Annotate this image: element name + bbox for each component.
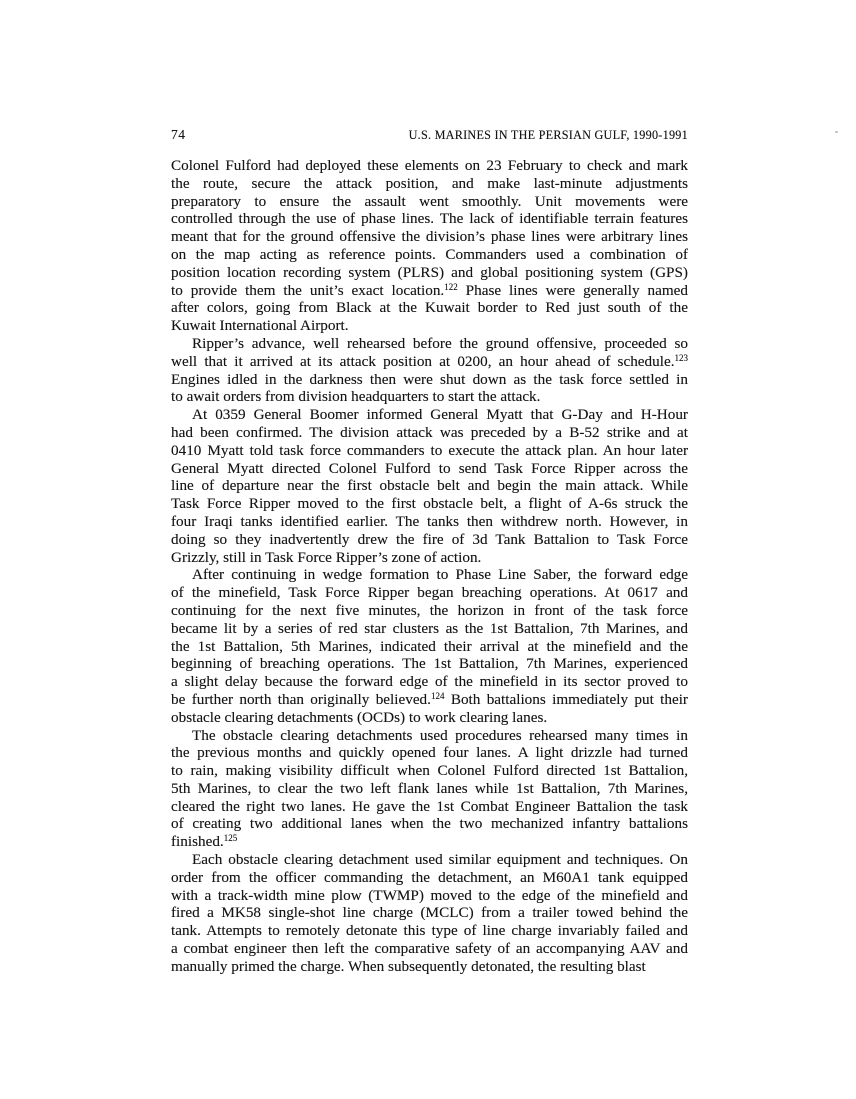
running-title: U.S. MARINES IN THE PERSIAN GULF, 1990-1991 [408, 128, 688, 142]
text-line: obstacle clearing detachments (OCDs) to work clearing lanes. [171, 708, 548, 726]
text-line: a combat engineer then left the comparative safety of an accompanying AAV and [171, 940, 688, 958]
footnote-ref: 122 [444, 281, 458, 292]
text-line: cleared the right two lanes. He gave the 1st Combat Engineer Battalion the task [171, 797, 688, 815]
text-line: Colonel Fulford had deployed these elements on 23 February to check and mark [171, 157, 688, 174]
text-line: Each obstacle clearing detachment used similar equipment and techniques. On [192, 851, 688, 869]
text-line: the 1st Battalion, 5th Marines, indicated their arrival at the minefield and the [171, 637, 688, 655]
text-line: to provide them the unit’s exact location.$^{122}$ Phase lines were generally named [171, 281, 689, 299]
text-line: of the minefield, Task Force Ripper began breaching operations. At 0617 and [171, 584, 688, 602]
text-line: beginning of breaching operations. The 1st Battalion, 7th Marines, experienced [171, 655, 688, 673]
body-text [171, 157, 688, 976]
text-line: manually primed the charge. When subsequently detonated, the resulting blast [171, 957, 646, 975]
text-line: became lit by a series of red star clusters as the 1st Battalion, 7th Marines, and [171, 619, 688, 637]
footnote-ref: 125 [223, 833, 238, 844]
text-line: Grizzly, still in Task Force Ripper’s zone of action. [171, 548, 482, 566]
paragraph [171, 851, 688, 976]
text-line: well that it arrived at its attack position at 0200, an hour ahead of schedule.$^{123}$ [171, 352, 688, 370]
text-line: finished.$^{125}$ [171, 833, 238, 851]
text-line: At 0359 General Boomer informed General Myatt that G-Day and H-Hour [192, 406, 688, 424]
text-line: controlled through the use of phase lines. The lack of identifiable terrain features [171, 210, 688, 228]
text-line: 0410 Myatt told task force commanders to execute the attack plan. An hour later [171, 441, 688, 459]
text-line: be further north than originally believed.$^{124}$ Both battalions immediately put their [171, 690, 688, 708]
text-line: Ripper’s advance, well rehearsed before the ground offensive, proceeded so [192, 334, 688, 352]
text-line: position location recording system (PLRS) and global positioning system (GPS) [171, 263, 688, 281]
scan-artifact [835, 131, 838, 133]
text-line: fired a MK58 single-shot line charge (MCLC) from a trailer towed behind the [171, 904, 688, 922]
text-line: preparatory to ensure the assault went smoothly. Unit movements were [171, 192, 688, 210]
text-line: the previous months and quickly opened four lanes. A light drizzle had turned [171, 744, 688, 762]
footnote-ref: 124 [430, 690, 445, 701]
text-line: to await orders from division headquarters to start the attack. [171, 388, 541, 406]
text-line: had been confirmed. The division attack was preceded by a B-52 strike and at [171, 423, 688, 441]
footnote-ref: 123 [674, 352, 688, 363]
text-line: on the map acting as reference points. Commanders used a combination of [171, 245, 688, 263]
page-header [171, 127, 688, 143]
paragraph [171, 406, 688, 566]
text-line: tank. Attempts to remotely detonate this type of line charge invariably failed and [171, 922, 688, 940]
paragraph [171, 335, 688, 406]
text-line: line of departure near the first obstacle belt and begin the main attack. While [171, 477, 688, 495]
text-line: Task Force Ripper moved to the first obstacle belt, a flight of A-6s struck the [171, 495, 688, 513]
text-line: After continuing in wedge formation to Phase Line Saber, the forward edge [192, 566, 688, 584]
text-line: with a track-width mine plow (TWMP) moved to the edge of the minefield and [171, 886, 688, 904]
text-line: order from the officer commanding the detachment, an M60A1 tank equipped [171, 868, 688, 886]
text-line: four Iraqi tanks identified earlier. The tanks then withdrew north. However, in [171, 512, 688, 530]
text-line: after colors, going from Black at the Kuwait border to Red just south of the [171, 299, 688, 317]
paragraph [171, 157, 688, 335]
text-line: The obstacle clearing detachments used procedures rehearsed many times in [192, 726, 688, 744]
paragraph [171, 566, 688, 726]
text-line: continuing for the next five minutes, the horizon in front of the task force [171, 601, 688, 619]
page-number: 74 [171, 127, 186, 142]
paragraph [171, 727, 688, 852]
text-line: meant that for the ground offensive the division’s phase lines were arbitrary lines [171, 228, 688, 246]
text-line: Kuwait International Airport. [171, 317, 349, 335]
text-line: 5th Marines, to clear the two left flank lanes while 1st Battalion, 7th Marines, [171, 779, 688, 797]
text-line: of creating two additional lanes when the two mechanized infantry battalions [171, 815, 688, 833]
text-line: doing so they inadvertently drew the fire of 3d Tank Battalion to Task Force [171, 530, 688, 548]
text-line: to rain, making visibility difficult when Colonel Fulford directed 1st Battalion, [171, 762, 688, 780]
text-line: the route, secure the attack position, and make last-minute adjustments [171, 174, 688, 192]
text-line: Engines idled in the darkness then were shut down as the task force settled in [171, 370, 688, 388]
text-line: General Myatt directed Colonel Fulford to send Task Force Ripper across the [171, 459, 688, 477]
text-line: a slight delay because the forward edge of the minefield in its sector proved to [171, 673, 688, 691]
